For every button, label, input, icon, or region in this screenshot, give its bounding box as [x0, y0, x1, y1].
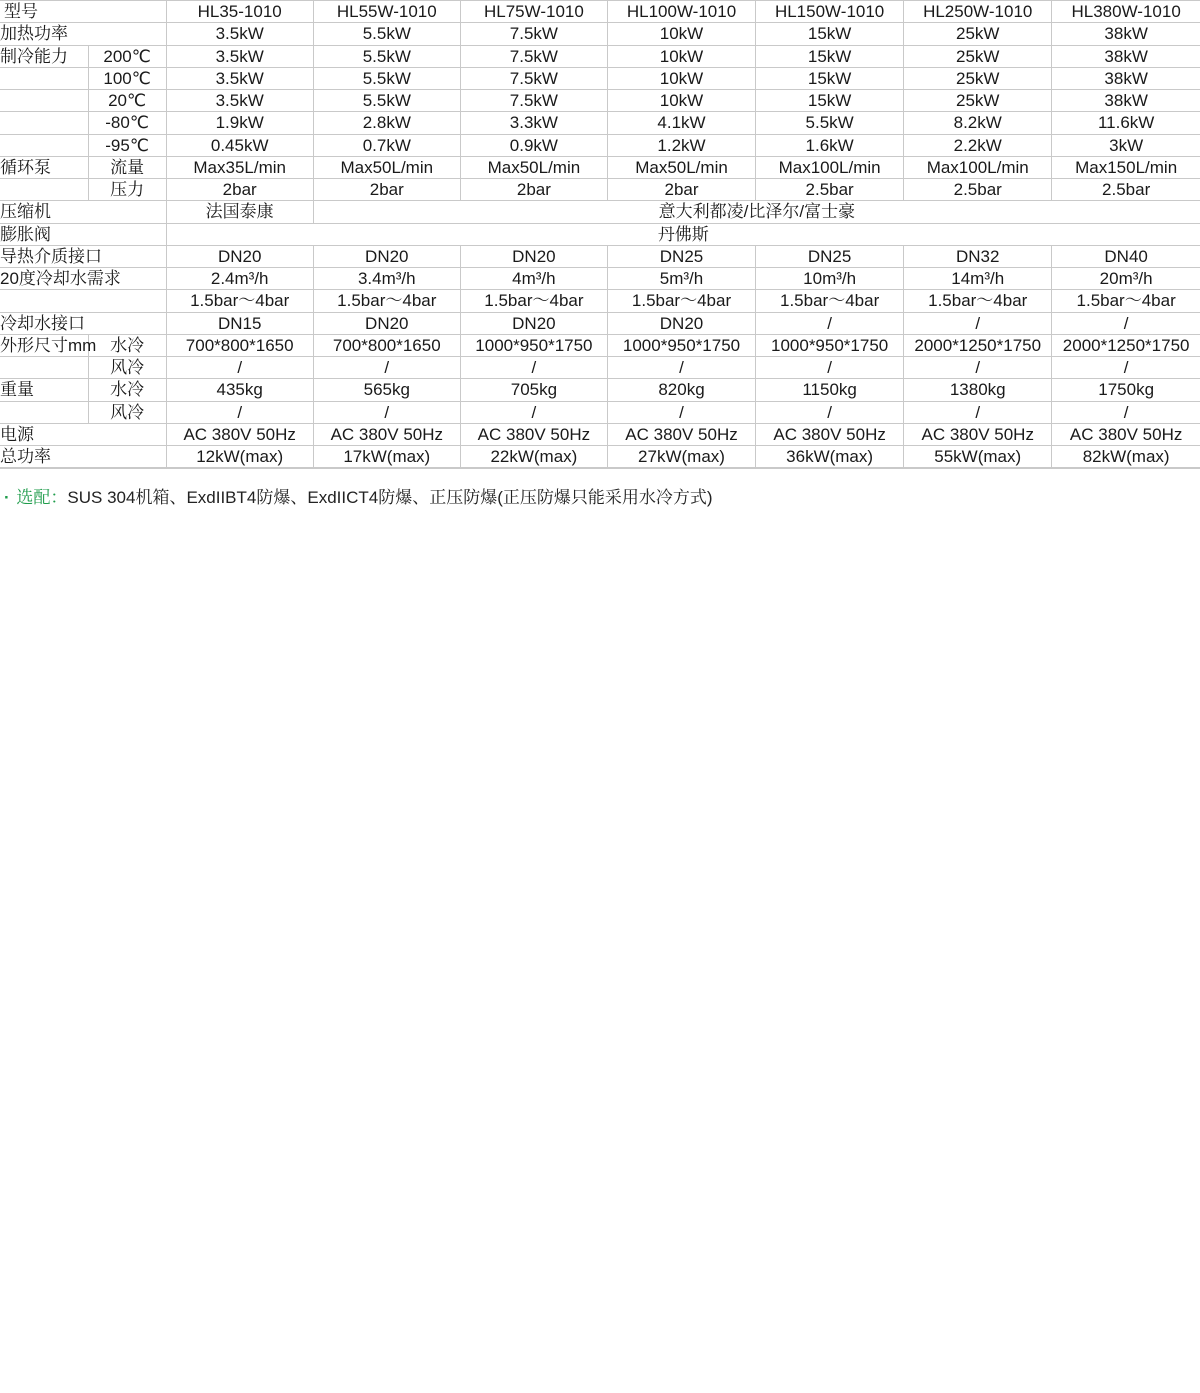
cell: 1.5bar～4bar: [460, 290, 607, 312]
compressor-rest: 意大利都凌/比泽尔/富士豪: [313, 201, 1200, 223]
cell: 11.6kW: [1052, 112, 1200, 134]
cell: 25kW: [904, 90, 1052, 112]
cell: 820kg: [607, 379, 755, 401]
cell: 7.5kW: [460, 45, 607, 67]
model-header-2: HL75W-1010: [460, 1, 607, 23]
cell: 0.45kW: [166, 134, 313, 156]
cell: 4m³/h: [460, 268, 607, 290]
cell: 15kW: [756, 90, 904, 112]
cell: AC 380V 50Hz: [460, 423, 607, 445]
row-label: 重量: [0, 379, 88, 401]
cell: 1.6kW: [756, 134, 904, 156]
model-header-1: HL55W-1010: [313, 1, 460, 23]
table-row-cooling-100: [0, 67, 1200, 89]
row-label: 压缩机: [0, 201, 166, 223]
model-header-0: HL35-1010: [166, 1, 313, 23]
cell: DN20: [460, 312, 607, 334]
row-sublabel: 压力: [88, 179, 166, 201]
cell: /: [1052, 357, 1200, 379]
model-header-6: HL380W-1010: [1052, 1, 1200, 23]
cell: /: [166, 401, 313, 423]
cell: DN15: [166, 312, 313, 334]
cell: /: [166, 357, 313, 379]
cell: 5.5kW: [756, 112, 904, 134]
row-label: 20度冷却水需求: [0, 268, 166, 290]
cell: 3.3kW: [460, 112, 607, 134]
row-label: 膨胀阀: [0, 223, 166, 245]
row-label: 总功率: [0, 446, 166, 468]
cell: 7.5kW: [460, 23, 607, 45]
expansion-valve-value: 丹佛斯: [166, 223, 1200, 245]
cell: 3.5kW: [166, 45, 313, 67]
cell: AC 380V 50Hz: [313, 423, 460, 445]
cell: 82kW(max): [1052, 446, 1200, 468]
row-label: [0, 112, 88, 134]
cell: 5.5kW: [313, 90, 460, 112]
table-row-expansion-valve: [0, 223, 1200, 245]
cell: 5.5kW: [313, 45, 460, 67]
cell: AC 380V 50Hz: [904, 423, 1052, 445]
cell: 27kW(max): [607, 446, 755, 468]
cell: /: [607, 357, 755, 379]
table-row-cooling-water-port: [0, 312, 1200, 334]
row-sublabel: -95℃: [88, 134, 166, 156]
cell: 3.5kW: [166, 67, 313, 89]
cell: 700*800*1650: [166, 334, 313, 356]
cell: DN20: [460, 245, 607, 267]
model-header-4: HL150W-1010: [756, 1, 904, 23]
cell: 2bar: [166, 179, 313, 201]
row-label: 循环泵: [0, 156, 88, 178]
cell: 1380kg: [904, 379, 1052, 401]
cell: 55kW(max): [904, 446, 1052, 468]
cell: 1150kg: [756, 379, 904, 401]
cell: 7.5kW: [460, 67, 607, 89]
row-label: 制冷能力: [0, 45, 88, 67]
cell: AC 380V 50Hz: [166, 423, 313, 445]
cell: 1000*950*1750: [607, 334, 755, 356]
row-label: 外形尺寸mm: [0, 335, 97, 355]
cell: 2.4m³/h: [166, 268, 313, 290]
cell: 1.2kW: [607, 134, 755, 156]
cell: 22kW(max): [460, 446, 607, 468]
row-sublabel: 100℃: [88, 67, 166, 89]
cell: 0.9kW: [460, 134, 607, 156]
table-row-cooling-minus95: [0, 134, 1200, 156]
cell: 1.9kW: [166, 112, 313, 134]
table-row-cooling-20: [0, 90, 1200, 112]
cell: 10kW: [607, 67, 755, 89]
row-label: [0, 179, 88, 201]
table-row-dimensions-water: [0, 334, 1200, 356]
cell: Max150L/min: [1052, 156, 1200, 178]
cell: 2.2kW: [904, 134, 1052, 156]
row-label: [0, 90, 88, 112]
cell: /: [460, 357, 607, 379]
cell: 1000*950*1750: [756, 334, 904, 356]
cell: 2000*1250*1750: [1052, 334, 1200, 356]
cell: 10kW: [607, 23, 755, 45]
cell: 15kW: [756, 67, 904, 89]
cell: 8.2kW: [904, 112, 1052, 134]
cell: Max35L/min: [166, 156, 313, 178]
spec-sheet: [0, 0, 1200, 521]
cell: /: [904, 357, 1052, 379]
cell: /: [756, 401, 904, 423]
row-sublabel: 20℃: [88, 90, 166, 112]
row-sublabel: -80℃: [88, 112, 166, 134]
table-row-cooling-minus80: [0, 112, 1200, 134]
model-header-5: HL250W-1010: [904, 1, 1052, 23]
cell: 1.5bar～4bar: [166, 290, 313, 312]
cell: 38kW: [1052, 90, 1200, 112]
row-sublabel: 风冷: [88, 401, 166, 423]
cell: 36kW(max): [756, 446, 904, 468]
footnote-bullet: ·: [4, 488, 10, 508]
cell: Max50L/min: [460, 156, 607, 178]
compressor-first: 法国泰康: [166, 201, 313, 223]
footnote-text: SUS 304机箱、ExdIIBT4防爆、ExdIICT4防爆、正压防爆(正压防爆只能采用水冷方式): [67, 488, 713, 508]
cell: 2.5bar: [756, 179, 904, 201]
cell: 15kW: [756, 45, 904, 67]
cell: 10m³/h: [756, 268, 904, 290]
cell: 1.5bar～4bar: [607, 290, 755, 312]
table-row-cooling-200: [0, 45, 1200, 67]
table-row-medium-port: [0, 245, 1200, 267]
row-sublabel: 水冷: [88, 379, 166, 401]
cell: 14m³/h: [904, 268, 1052, 290]
cell: Max100L/min: [904, 156, 1052, 178]
cell: /: [460, 401, 607, 423]
table-row-dimensions-air: [0, 357, 1200, 379]
row-sublabel: 200℃: [88, 45, 166, 67]
row-label: [0, 357, 88, 379]
cell: 0.7kW: [313, 134, 460, 156]
cell: /: [904, 401, 1052, 423]
table-row-pump-pressure: [0, 179, 1200, 201]
table-row-cooling-water-demand: [0, 268, 1200, 290]
cell: 1000*950*1750: [460, 334, 607, 356]
row-label: 冷却水接口: [0, 312, 166, 334]
cell: 1.5bar～4bar: [313, 290, 460, 312]
cell: 1.5bar～4bar: [1052, 290, 1200, 312]
cell: 25kW: [904, 67, 1052, 89]
cell: 10kW: [607, 45, 755, 67]
cell: 3.5kW: [166, 90, 313, 112]
cell: 565kg: [313, 379, 460, 401]
footnote: [0, 468, 1200, 521]
cell: 7.5kW: [460, 90, 607, 112]
cell: 2.5bar: [904, 179, 1052, 201]
row-sublabel: 水冷: [88, 334, 166, 356]
cell: 38kW: [1052, 23, 1200, 45]
cell: DN20: [607, 312, 755, 334]
row-sublabel: 风冷: [88, 357, 166, 379]
cell: DN20: [313, 312, 460, 334]
table-row-compressor: [0, 201, 1200, 223]
cell: /: [1052, 401, 1200, 423]
cell: 2bar: [460, 179, 607, 201]
table-header-row: [0, 1, 1200, 23]
cell: 17kW(max): [313, 446, 460, 468]
table-row-weight-air: [0, 401, 1200, 423]
cell: AC 380V 50Hz: [756, 423, 904, 445]
cell: DN25: [607, 245, 755, 267]
row-label: [0, 134, 88, 156]
cell: 38kW: [1052, 45, 1200, 67]
cell: 25kW: [904, 23, 1052, 45]
cell: 3.5kW: [166, 23, 313, 45]
cell: AC 380V 50Hz: [607, 423, 755, 445]
cell: /: [756, 312, 904, 334]
cell: /: [313, 401, 460, 423]
cell: DN32: [904, 245, 1052, 267]
row-label: [0, 290, 166, 312]
cell: AC 380V 50Hz: [1052, 423, 1200, 445]
cell: 10kW: [607, 90, 755, 112]
row-label: 加热功率: [0, 23, 166, 45]
cell: 1.5bar～4bar: [904, 290, 1052, 312]
cell: 4.1kW: [607, 112, 755, 134]
cell: 5.5kW: [313, 23, 460, 45]
cell: DN25: [756, 245, 904, 267]
cell: 3.4m³/h: [313, 268, 460, 290]
cell: Max50L/min: [607, 156, 755, 178]
cell: 435kg: [166, 379, 313, 401]
cell: 20m³/h: [1052, 268, 1200, 290]
cell: DN20: [313, 245, 460, 267]
cell: 705kg: [460, 379, 607, 401]
cell: /: [1052, 312, 1200, 334]
row-label: [0, 401, 88, 423]
row-sublabel: 流量: [88, 156, 166, 178]
cell: 12kW(max): [166, 446, 313, 468]
table-row-total-power: [0, 446, 1200, 468]
table-row-cooling-water-pressure: [0, 290, 1200, 312]
table-row-heating-power: [0, 23, 1200, 45]
cell: DN20: [166, 245, 313, 267]
cell: Max50L/min: [313, 156, 460, 178]
cell: /: [607, 401, 755, 423]
cell: 2.5bar: [1052, 179, 1200, 201]
cell: 2000*1250*1750: [904, 334, 1052, 356]
model-header-3: HL100W-1010: [607, 1, 755, 23]
cell: 5.5kW: [313, 67, 460, 89]
cell: 25kW: [904, 45, 1052, 67]
cell: /: [756, 357, 904, 379]
cell: /: [904, 312, 1052, 334]
cell: 2.8kW: [313, 112, 460, 134]
cell: 3kW: [1052, 134, 1200, 156]
row-label: 导热介质接口: [0, 245, 166, 267]
specification-table: [0, 0, 1200, 468]
footnote-key: 选配：: [16, 488, 68, 508]
row-label: [0, 67, 88, 89]
cell: 1.5bar～4bar: [756, 290, 904, 312]
cell: 700*800*1650: [313, 334, 460, 356]
cell: 2bar: [607, 179, 755, 201]
cell: /: [313, 357, 460, 379]
cell: Max100L/min: [756, 156, 904, 178]
cell: 5m³/h: [607, 268, 755, 290]
row-label: 电源: [0, 423, 166, 445]
cell: 15kW: [756, 23, 904, 45]
header-label: 型号: [0, 1, 166, 23]
table-row-power-supply: [0, 423, 1200, 445]
cell: 2bar: [313, 179, 460, 201]
cell: DN40: [1052, 245, 1200, 267]
cell: 38kW: [1052, 67, 1200, 89]
table-row-weight-water: [0, 379, 1200, 401]
table-row-pump-flow: [0, 156, 1200, 178]
cell: 1750kg: [1052, 379, 1200, 401]
